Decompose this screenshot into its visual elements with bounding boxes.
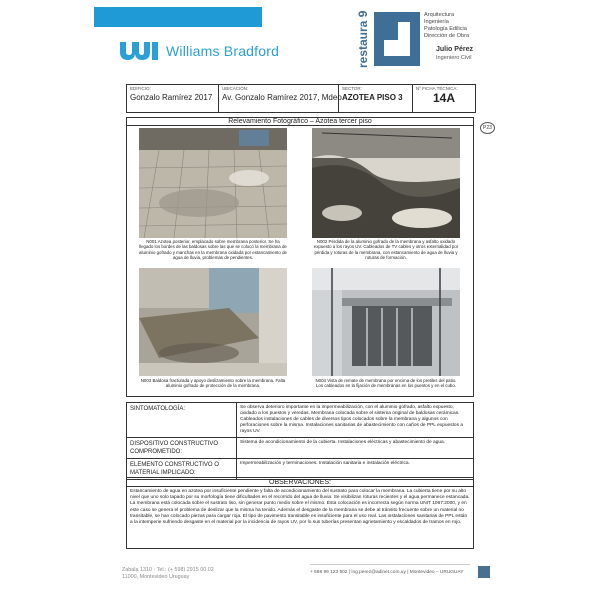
photo-1 — [139, 128, 287, 238]
engineer-name: Julio Pérez — [436, 46, 473, 53]
sector-cell — [339, 85, 413, 112]
photo-3-caption: N003 Baldosa fracturada y apoyo deslizamiento sobre la membrana. Falta aluminio gofrado de protección de la membrana. — [140, 378, 286, 389]
ficha-value: 14A — [432, 91, 455, 105]
firm-line: Ingeniería — [424, 19, 449, 25]
sector-value: AZOTEA PISO 3 — [342, 93, 403, 102]
edificio-label: EDIFICIO: — [130, 86, 151, 91]
sector-label: SECTOR: — [342, 86, 362, 91]
photo-4-caption: N004 Vista de remate de membrana por encima de los pretiles del patio. Los cableados en la fijación de membranas en los puestos y en el cubo. — [315, 378, 457, 389]
info-strip — [126, 84, 476, 113]
panel-title: Relevamiento Fotográfico – Azotea tercer piso — [126, 117, 474, 126]
photo-3-image — [139, 268, 287, 376]
brand-name: Williams Bradford — [166, 43, 280, 59]
ficha-cell — [413, 85, 475, 112]
footer-divider — [310, 564, 470, 565]
ubicacion-label: UBICACIÓN: — [222, 86, 249, 91]
photo-3 — [139, 268, 287, 376]
photo-2-image — [312, 128, 460, 238]
footer-square-icon — [478, 566, 490, 578]
row-label: DISPOSITIVO CONSTRUCTIVO COMPROMETIDO: — [127, 438, 237, 458]
edificio-value: Gonzalo Ramírez 2017 — [130, 93, 213, 102]
firm-line: Patología Edilicia — [424, 26, 467, 32]
photo-panel — [126, 117, 474, 397]
table-row — [127, 438, 473, 459]
engineer-title: Ingeniero Civil — [436, 55, 472, 61]
footer-address — [122, 567, 214, 581]
firm-services — [424, 12, 469, 40]
footer-contact: + 598 99 123 502 | ing.perez@adinet.com.uy | Montevideo – URUGUAY — [310, 570, 464, 575]
table-row — [127, 403, 473, 438]
address-line-2: 11000, Montevideo Uruguay — [122, 574, 190, 580]
ubicacion-cell — [219, 85, 344, 112]
restaura-logo-text — [352, 10, 372, 70]
ficha-label: Nº FICHA TÉCNICA: — [416, 86, 458, 91]
row-label: SINTOMATOLOGÍA: — [127, 403, 237, 437]
firm-line: Arquitectura — [424, 12, 455, 18]
restaura-text: restaura 9 — [356, 10, 370, 68]
photo-1-image — [139, 128, 287, 238]
photo-4-image — [312, 268, 460, 376]
row-value: Sistema de acondicionamiento de la cubierta. Instalaciones eléctricas y abastecimiento de agua. — [240, 440, 446, 445]
photo-2-caption: N002 Pérdida de la aluminio gofrado de la membrana y asfalto oxidado expuesto a los rayos UV. Cableados de TV cables y otros externalidad por pérdida y roturas de la membrana, con estancamiento de agua de lluvia y roturas de formación. — [313, 239, 459, 261]
table-row — [127, 459, 473, 479]
diagnosis-table — [126, 402, 474, 480]
header-accent-bar — [94, 7, 262, 27]
photo-2 — [312, 128, 460, 238]
page-badge: P23 — [480, 122, 495, 134]
photo-4 — [312, 268, 460, 376]
restaura-logo-icon — [374, 12, 420, 66]
row-label: ELEMENTO CONSTRUCTIVO O MATERIAL IMPLICADO: — [127, 459, 237, 479]
row-value: Impermeabilización y terminaciones. Instalación sanitaria e instalación eléctrica. — [240, 461, 410, 466]
address-line-1: Zabala 1310 · Tel.: (+ 598) 2915 00 02 — [122, 567, 214, 573]
edificio-cell — [127, 85, 219, 112]
ubicacion-value: Av. Gonzalo Ramírez 2017, Mdeo. — [222, 93, 344, 102]
firm-line: Dirección de Obra — [424, 33, 470, 39]
photo-1-caption: N001 Azotea posterior, emplacado sobre membrana posterior. Se ha llegado los bordes de las baldosas sobre las que se colocó la membrana de aluminio gofrado y manchas en la membrana oxidada por estancamiento de agua de lluvia, problemas de pendientes. — [139, 239, 287, 261]
williams-bradford-logo-icon — [118, 40, 162, 62]
row-value: Se observa deterioro importante en la impermeabilización, con el aluminio gofrado, asfalto expuesto, oxidado a los puestos y veredas. Membrana colocada sobre el sistema original de baldosas cerámicas. Cableados instalaciones de cables de diversos tipos colocados sobre la membrana y algunos con perforaciones sobre la misma. Instalaciones sanitarias de abastecimiento con caños de PPL expuestos a rayos UV. — [240, 405, 464, 434]
observaciones-text: Estancamiento de agua en azotea por insuficiente pendiente y falta de acondicionamiento del sustrato para colocar la membrana. La cubierta tiene por su alto nivel que uno solo tapado por su morfología tiene dificultades en el recorrido del agua de lluvia. Se visibilizan roturas recientes y el agua permanece estancada. La membrana está colocada sobre el sustrato liso, sin generar punto medio sobre el mismo. Esta colocación es incorrecta según norma UNIT 1067:2000, y en este caso se genera el problema de deslizar que la misma ha tenido. Además el desgaste de la membrana se debe al tránsito frecuente sobre un material no transitable, se han colocado piezas para cargar roja. El tipo de pavimento transitable es insuficiente para el uso real. Las instalaciones sanitarias de PPL están a la intemperie sufriendo desgaste en el material por la incidencia de rayos UV, por lo sus tuberías presentan agrietamiento y escaldados de tramos en rojo. — [126, 487, 474, 549]
observaciones-title: OBSERVACIONES: — [126, 477, 474, 487]
